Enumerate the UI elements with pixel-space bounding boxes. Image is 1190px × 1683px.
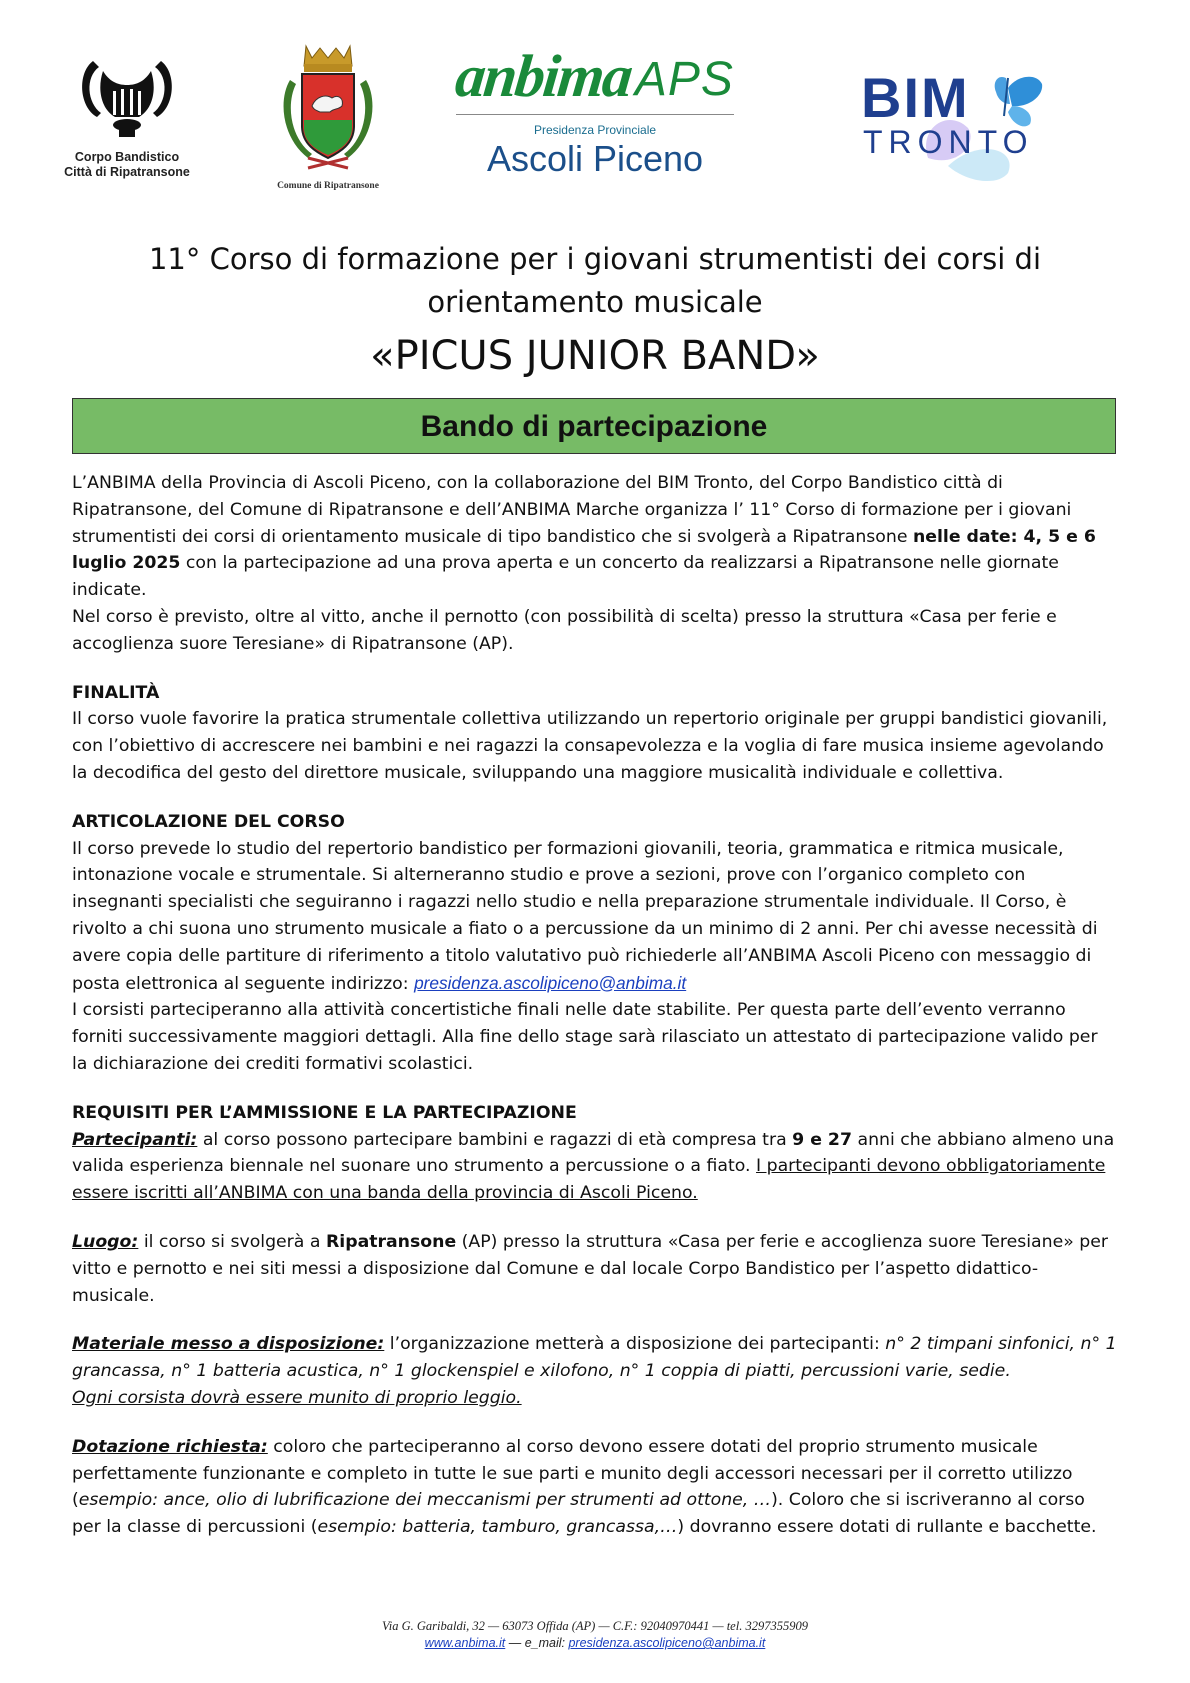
partecipanti-label: Partecipanti: <box>72 1129 198 1150</box>
articolazione-text-2: I corsisti parteciperanno alla attività concertistiche finali nelle date stabilite. Per questa parte dell’evento verranno forniti successivamente maggiori dettagli. Alla fine dello stage sarà rilasciato un attestato di partecipazione valido per la dichiarazione dei crediti formativi scolastici. <box>72 1000 1098 1074</box>
bando-heading: Bando di partecipazione <box>420 410 768 443</box>
anbima-presidenza: Presidenza Provinciale <box>533 123 657 137</box>
articolazione-text: Il corso prevede lo studio del repertorio bandistico per formazioni giovanili, teoria, grammatica e ritmica musicale, intonazione vocale e strumentale. Si alterneranno studio e prove a sezioni, prove con l’organico completo con insegnanti specialisti che seguiranno i ragazzi nello studio e nella preparazione strumentale individuale. Il Corso, è rivolto a chi suona uno strumento musicale a fiato o a percussione da un minimo di 2 anni. Per chi avesse necessità di avere copia delle partiture di riferimento a titolo valutativo può richiederle all’ANBIMA Ascoli Piceno con messaggio di posta elettronica al seguente indirizzo: presidenza.ascolipiceno@anbima.it <box>72 838 1098 994</box>
corpo-bandistico-caption: Corpo Bandistico Città di Ripatransone <box>64 150 190 179</box>
footer <box>0 1618 1190 1652</box>
title-line-1: 11° Corso di formazione per i giovani strumentisti dei corsi di <box>148 242 1042 276</box>
course-dates: nelle date: 4, 5 e 6 luglio 2025 <box>72 526 1096 574</box>
requisiti-heading: REQUISITI PER L’AMMISSIONE E LA PARTECIPAZIONE <box>72 1102 577 1123</box>
finalita-heading: FINALITÀ <box>72 682 160 703</box>
articolazione-heading: ARTICOLAZIONE DEL CORSO <box>72 811 345 832</box>
title-main: «PICUS JUNIOR BAND» <box>370 333 820 379</box>
title-line-2: orientamento musicale <box>427 285 763 319</box>
materiale-list: n° 2 timpani sinfonici, n° 1 grancassa, n° 1 batteria acustica, n° 1 glockenspiel e xilofono, n° 1 coppia di piatti, percussioni varie, sedie. <box>72 1334 1117 1382</box>
dotazione-label: Dotazione richiesta: <box>72 1436 268 1457</box>
materiale-requirement: Ogni corsista dovrà essere munito di proprio leggio. <box>72 1387 522 1408</box>
dotazione-example-2: esempio: batteria, tamburo, grancassa,… <box>317 1517 678 1538</box>
finalita-text: Il corso vuole favorire la pratica strumentale collettiva utilizzando un repertorio originale per gruppi bandistici giovanili, con l’obiettivo di accrescere nei bambini e nei ragazzi la consapevolezza e la voglia di fare musica insieme agevolando la decodifica del gesto del direttore musicale, sviluppando una maggiore musicalità individuale e collettiva. <box>72 709 1108 783</box>
intro-lodging: Nel corso è previsto, oltre al vitto, anche il pernotto (con possibilità di scelta) presso la struttura «Casa per ferie e accoglienza suore Teresiane» di Ripatransone (AP). <box>72 606 1057 654</box>
materiale-paragraph: Materiale messo a disposizione: l’organizzazione metterà a disposizione dei partecipanti: n° 2 timpani sinfonici, n° 1 grancassa, n° 1 batteria acustica, n° 1 glockenspiel e xilofono, n° 1 coppia di piatti, percussioni varie, sedie. Ogni corsista dovrà essere munito di proprio leggio. <box>72 1334 1117 1408</box>
logo-header <box>0 0 1190 210</box>
email-link[interactable]: presidenza.ascolipiceno@anbima.it <box>414 972 687 993</box>
tronto-wordmark: TRONTO <box>863 124 1034 160</box>
anbima-wordmark: anbima <box>452 43 635 109</box>
lyre-icon <box>75 55 179 139</box>
coat-of-arms-icon <box>268 40 388 176</box>
anbima-aps: APS <box>634 53 734 106</box>
footer-address: Via G. Garibaldi, 32 — 63073 Offida (AP) — C.F.: 92040970441 — tel. 3297355909 <box>382 1619 808 1633</box>
anbima-divider <box>456 114 734 115</box>
corpo-bandistico-logo <box>52 55 202 180</box>
bim-wordmark: BIM <box>861 66 970 129</box>
anbima-city: Ascoli Piceno <box>486 138 704 179</box>
dotazione-paragraph: Dotazione richiesta: coloro che parteciperanno al corso devono essere dotati del proprio strumento musicale perfettamente funzionante e completo in tutte le sue parti e munito degli accessori necessari per il corretto utilizzo (esempio: ance, olio di lubrificazione dei meccanismi per strumenti ad ottone, …). Coloro che si iscriveranno al corso per la classe di percussioni (esempio: batteria, tamburo, grancassa,…) dovranno essere dotati di rullante e bacchette. <box>72 1436 1097 1538</box>
dotazione-example-1: esempio: ance, olio di lubrificazione dei meccanismi per strumenti ad ottone, … <box>78 1490 772 1511</box>
bim-tronto-logo <box>858 48 1058 188</box>
luogo-place: Ripatransone <box>325 1231 457 1252</box>
bando-heading-box <box>72 398 1116 454</box>
anbima-logo <box>450 43 740 179</box>
age-range: 9 e 27 <box>792 1129 852 1150</box>
luogo-label: Luogo: <box>72 1231 139 1252</box>
course-title <box>0 238 1190 384</box>
comune-caption: Comune di Ripatransone <box>277 181 379 191</box>
intro-paragraph: L’ANBIMA della Provincia di Ascoli Piceno, con la collaborazione del BIM Tronto, del Corpo Bandistico città di Ripatransone, del Comune di Ripatransone e dell’ANBIMA Marche organizza l’ 11° Corso di formazione per i giovani strumentisti dei corsi di orientamento musicale di tipo bandistico che si svolgerà a Ripatransone nelle date: 4, 5 e 6 luglio 2025 con la partecipazione ad una prova aperta e un concerto da realizzarsi a Ripatransone nelle giornate indicate. <box>72 473 1096 601</box>
footer-website-link[interactable]: www.anbima.it <box>424 1636 506 1650</box>
comune-crest-logo <box>268 40 388 191</box>
footer-email-link[interactable]: presidenza.ascolipiceno@anbima.it <box>568 1636 766 1650</box>
materiale-label: Materiale messo a disposizione: <box>72 1334 385 1355</box>
footer-mail-label: — e_mail: <box>505 1636 569 1650</box>
document-body <box>72 470 1118 1541</box>
luogo-paragraph: Luogo: il corso si svolgerà a Ripatransone (AP) presso la struttura «Casa per ferie e accoglienza suore Teresiane» per vitto e pernotto e nei siti messi a disposizione dal Comune e dal locale Corpo Bandistico per l’aspetto didattico-musicale. <box>72 1231 1108 1306</box>
partecipanti-paragraph: Partecipanti: al corso possono partecipare bambini e ragazzi di età compresa tra 9 e 27 anni che abbiano almeno una valida esperienza biennale nel suonare uno strumento a percussione o a fiato. I partecipanti devono obbligatoriamente essere iscritti all’ANBIMA con una banda della provincia di Ascoli Piceno. <box>72 1129 1115 1204</box>
partecipanti-requirement: I partecipanti devono obbligatoriamente essere iscritti all’ANBIMA con una banda della provincia di Ascoli Piceno. <box>72 1156 1106 1204</box>
